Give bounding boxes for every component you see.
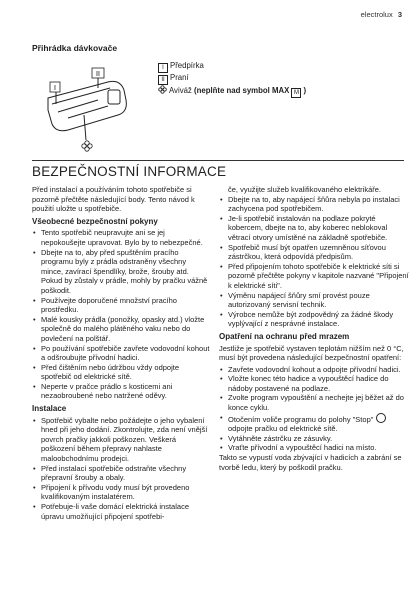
prewash-icon: I: [158, 63, 168, 73]
dispenser-legend: [158, 61, 306, 98]
list-item: • Výměnu napájecí šňůry smí provést pouze autorizovaný servisní technik.: [219, 291, 409, 310]
wash-icon: II: [158, 75, 168, 85]
list-item: • Neperte v pračce prádlo s kosticemi ani nezaobroubené nebo natržené oděvy.: [32, 382, 210, 401]
installation-list-continued: [219, 185, 409, 329]
svg-text:II: II: [96, 71, 100, 78]
list-item: • Připojení k přívodu vody musí být provedeno kvalifikovaným instalatérem.: [32, 483, 210, 502]
max-symbol-icon: M: [291, 88, 301, 98]
page-header: [361, 10, 402, 19]
legend-softener: Aviváž (neplňte nad symbol MAX M ): [158, 85, 306, 98]
frost-intro: Jestliže je spotřebič vystaven teplotám nižším než 0 °C, musí být provedena následující bezpečnostní opatření:: [219, 343, 404, 363]
general-safety-list: [32, 228, 210, 401]
safety-heading: BEZPEČNOSTNÍ INFORMACE: [32, 164, 227, 179]
stop-position-icon: [376, 413, 386, 423]
section-divider: [32, 160, 404, 161]
dispenser-drawer-diagram: [38, 60, 158, 160]
legend-wash: II Praní: [158, 73, 306, 85]
list-item: • Před připojením tohoto spotřebiče k elektrické síti si pozorně přečtěte pokyny v kapitole nazvané "Připojení k elektrické síti".: [219, 262, 409, 291]
list-item: • Dbejte na to, aby napájecí šňůra nebyla po instalaci zachycena pod spotřebičem.: [219, 195, 409, 214]
list-item: • Před instalací spotřebiče odstraňte všechny přepravní šrouby a obaly.: [32, 464, 210, 483]
installation-list: [32, 416, 210, 522]
svg-text:I: I: [54, 85, 56, 92]
general-safety-title: Všeobecné bezpečnostní pokyny: [32, 216, 158, 226]
dispenser-section-title: Přihrádka dávkovače: [32, 43, 118, 53]
list-item: • Po používání spotřebiče zavřete vodovodní kohout a odšroubujte přívodní hadici.: [32, 344, 210, 363]
frost-protection-list: [219, 365, 409, 453]
list-item: • Před čištěním nebo údržbou vždy odpojte spotřebič od elektrické sítě.: [32, 363, 210, 382]
list-item: • Výrobce nemůže být zodpovědný za žádné škody vyplývající z nesprávné instalace.: [219, 310, 409, 329]
list-item-continuation: če, využijte služeb kvalifikovaného elektrikáře.: [228, 185, 381, 194]
list-item: • Tento spotřebič neupravujte ani se jej nepokoušejte upravovat. Bylo by to nebezpečné.: [32, 228, 210, 247]
list-item: • Spotřebič musí být opatřen uzemněnou síťovou zástrčkou, která odpovídá předpisům.: [219, 243, 409, 262]
list-item: • Spotřebič vybalte nebo požádejte o jeho vybalení hned při jeho dodání. Zkontrolujte, zda není vnější povrch pračky jakkoli poškozen. Veškerá poškození během přepravy nahlaste maloobchodnímu prodejci.: [32, 416, 210, 464]
intro-paragraph: Před instalací a používáním tohoto spotřebiče si pozorně přečtěte následující body. Tento návod k použití uložte u spotřebiče.: [32, 185, 195, 214]
list-item: • Potřebuje-li vaše domácí elektrická instalace úpravu umožňující připojení spotřebi-: [32, 502, 210, 521]
list-item: • Je-li spotřebič instalován na podlaze pokryté kobercem, dbejte na to, aby koberec neblokoval větrací otvory umístěné na základně spotřebiče.: [219, 214, 409, 243]
list-item: • Používejte doporučené množství pracího prostředku.: [32, 296, 210, 315]
list-item: • Vraťte přívodní a vypouštěcí hadici na místo.: [219, 443, 409, 453]
list-item: • Vytáhněte zástrčku ze zásuvky.: [219, 434, 409, 444]
flower-icon: [158, 85, 167, 94]
left-column: [32, 185, 210, 521]
list-item-stop: • Otočením voliče programu do polohy "Stop" odpojte pračku od elektrické sítě.: [219, 413, 409, 434]
list-item: • Dbejte na to, aby před spuštěním pracího programu byly z prádla odstraněny všechny mince, zavírací špendlíky, brože, šrouby atd. Pokud by zůstaly v prádle, mohly by pračku vážně poškodit.: [32, 248, 210, 296]
right-column: [219, 185, 409, 474]
page-number: 3: [397, 10, 402, 19]
list-item: • Malé kousky prádla (ponožky, opasky atd.) vložte společně do malého plátěného vaku nebo do povlečení na polštář.: [32, 315, 210, 344]
installation-title: Instalace: [32, 404, 67, 414]
list-item: • Zvolte program vypouštění a nechejte jej běžet až do konce cyklu.: [219, 393, 409, 412]
list-item: • Zavřete vodovodní kohout a odpojte přívodní hadici.: [219, 365, 409, 375]
prewash-compartment-label: [50, 82, 60, 92]
brand-name: electrolux: [360, 10, 393, 19]
frost-protection-title: Opatření na ochranu před mrazem: [219, 331, 350, 341]
list-item: • Vložte konec této hadice a vypouštěcí hadice do nádoby postavené na podlaze.: [219, 374, 409, 393]
softener-flower-icon: [82, 141, 92, 151]
wash-compartment-label: [92, 68, 104, 78]
closing-paragraph: Takto se vypustí voda zbývající v hadicích a zabrání se tvorbě ledu, který by poškodil pračku.: [219, 453, 402, 472]
legend-prewash: I Předpírka: [158, 61, 306, 73]
